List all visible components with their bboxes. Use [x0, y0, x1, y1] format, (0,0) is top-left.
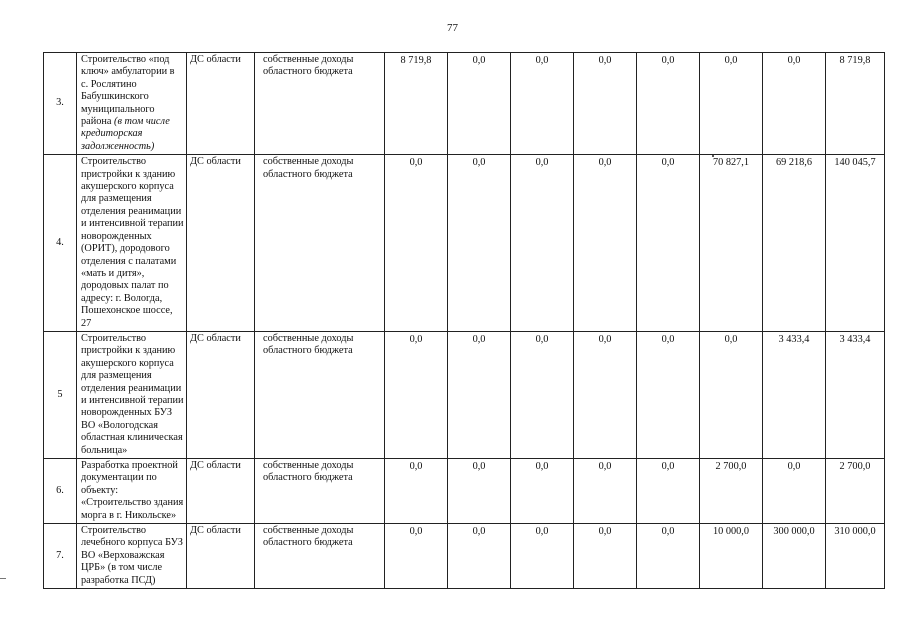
funding-source-cell: собственные доходы областного бюджета [255, 524, 385, 589]
value-cell: 8 719,8 [826, 53, 885, 155]
value-cell: 0,0 [637, 524, 700, 589]
value-cell: 3 433,4 [826, 331, 885, 458]
value-cell: 0,0 [574, 459, 637, 524]
budget-table [43, 52, 885, 589]
value-cell: 0,0 [637, 155, 700, 332]
value-cell: 0,0 [448, 155, 511, 332]
responsible-cell: ДС области [187, 331, 255, 458]
table-row [44, 53, 885, 155]
funding-source-cell: собственные доходы областного бюджета [255, 459, 385, 524]
value-cell: 0,0 [511, 524, 574, 589]
object-name-cell [77, 155, 187, 332]
value-cell: 0,0 [385, 524, 448, 589]
table-row [44, 155, 885, 332]
object-name: Строительство пристройки к зданию акушерского корпуса для размещения отделения реанимации и интенсивной терапии новорожденных БУЗ ВО «Вологодская областная клиническая больница» [81, 332, 184, 456]
responsible-cell: ДС области [187, 459, 255, 524]
value-cell: 0,0 [385, 155, 448, 332]
row-number: 5 [44, 331, 77, 458]
value-cell: 2 700,0 [700, 459, 763, 524]
value-cell: 0,0 [511, 53, 574, 155]
value-cell: 0,0 [637, 459, 700, 524]
value-cell: 3 433,4 [763, 331, 826, 458]
value-cell: 0,0 [574, 53, 637, 155]
object-name-cell [77, 331, 187, 458]
value-cell: 0,0 [448, 331, 511, 458]
row-number: 7. [44, 524, 77, 589]
table-row [44, 459, 885, 524]
value-cell: 8 719,8 [385, 53, 448, 155]
value-cell: 0,0 [637, 331, 700, 458]
object-name: Разработка проектной документации по объекту: «Строительство здания морга в г. Никольске» [81, 460, 184, 521]
object-name-cell [77, 524, 187, 589]
object-name: Строительство лечебного корпуса БУЗ ВО «Верховажская ЦРБ» (в том числе разработка ПСД) [81, 525, 183, 586]
row-number: 3. [44, 53, 77, 155]
value-cell: 0,0 [385, 331, 448, 458]
funding-source-cell: собственные доходы областного бюджета [255, 155, 385, 332]
value-cell: 310 000,0 [826, 524, 885, 589]
funding-source-cell: собственные доходы областного бюджета [255, 331, 385, 458]
value-cell: 69 218,6 [763, 155, 826, 332]
table-row [44, 524, 885, 589]
value-cell: 140 045,7 [826, 155, 885, 332]
object-name-cell [77, 459, 187, 524]
value-cell: 2 700,0 [826, 459, 885, 524]
value-cell: 0,0 [637, 53, 700, 155]
value-cell: 0,0 [700, 53, 763, 155]
value-cell: 0,0 [574, 524, 637, 589]
value-cell: 0,0 [448, 459, 511, 524]
scan-dot [712, 155, 714, 157]
value-cell: 10 000,0 [700, 524, 763, 589]
value-cell: 0,0 [574, 331, 637, 458]
object-name: Строительство «под ключ» амбулатории в с. Рослятино Бабушкинского муниципального района [81, 54, 175, 128]
object-note: (в том числе кредиторская задолженность) [81, 116, 170, 152]
table-row [44, 331, 885, 458]
value-cell: 0,0 [448, 53, 511, 155]
object-name: Строительство пристройки к зданию акушерского корпуса для размещения отделения реанимации и интенсивной терапии новорожденных (ОРИТ), дородового отделения с палатами «мать и дитя», дородовых палат по адресу: г. Вологда, Пошехонское шоссе, 27 [81, 156, 184, 329]
value-cell: 0,0 [511, 155, 574, 332]
value-cell: 0,0 [763, 53, 826, 155]
value-cell: 0,0 [511, 331, 574, 458]
value-cell: 0,0 [763, 459, 826, 524]
value-cell: 0,0 [511, 459, 574, 524]
row-number: 4. [44, 155, 77, 332]
funding-source-cell: собственные доходы областного бюджета [255, 53, 385, 155]
value-cell: 70 827,1 [700, 155, 763, 332]
value-cell: 0,0 [574, 155, 637, 332]
scan-mark [0, 578, 6, 579]
page-number: 77 [447, 22, 458, 34]
value-cell: 300 000,0 [763, 524, 826, 589]
value-cell: 0,0 [700, 331, 763, 458]
row-number: 6. [44, 459, 77, 524]
value-cell: 0,0 [385, 459, 448, 524]
responsible-cell: ДС области [187, 53, 255, 155]
responsible-cell: ДС области [187, 524, 255, 589]
responsible-cell: ДС области [187, 155, 255, 332]
value-cell: 0,0 [448, 524, 511, 589]
object-name-cell [77, 53, 187, 155]
